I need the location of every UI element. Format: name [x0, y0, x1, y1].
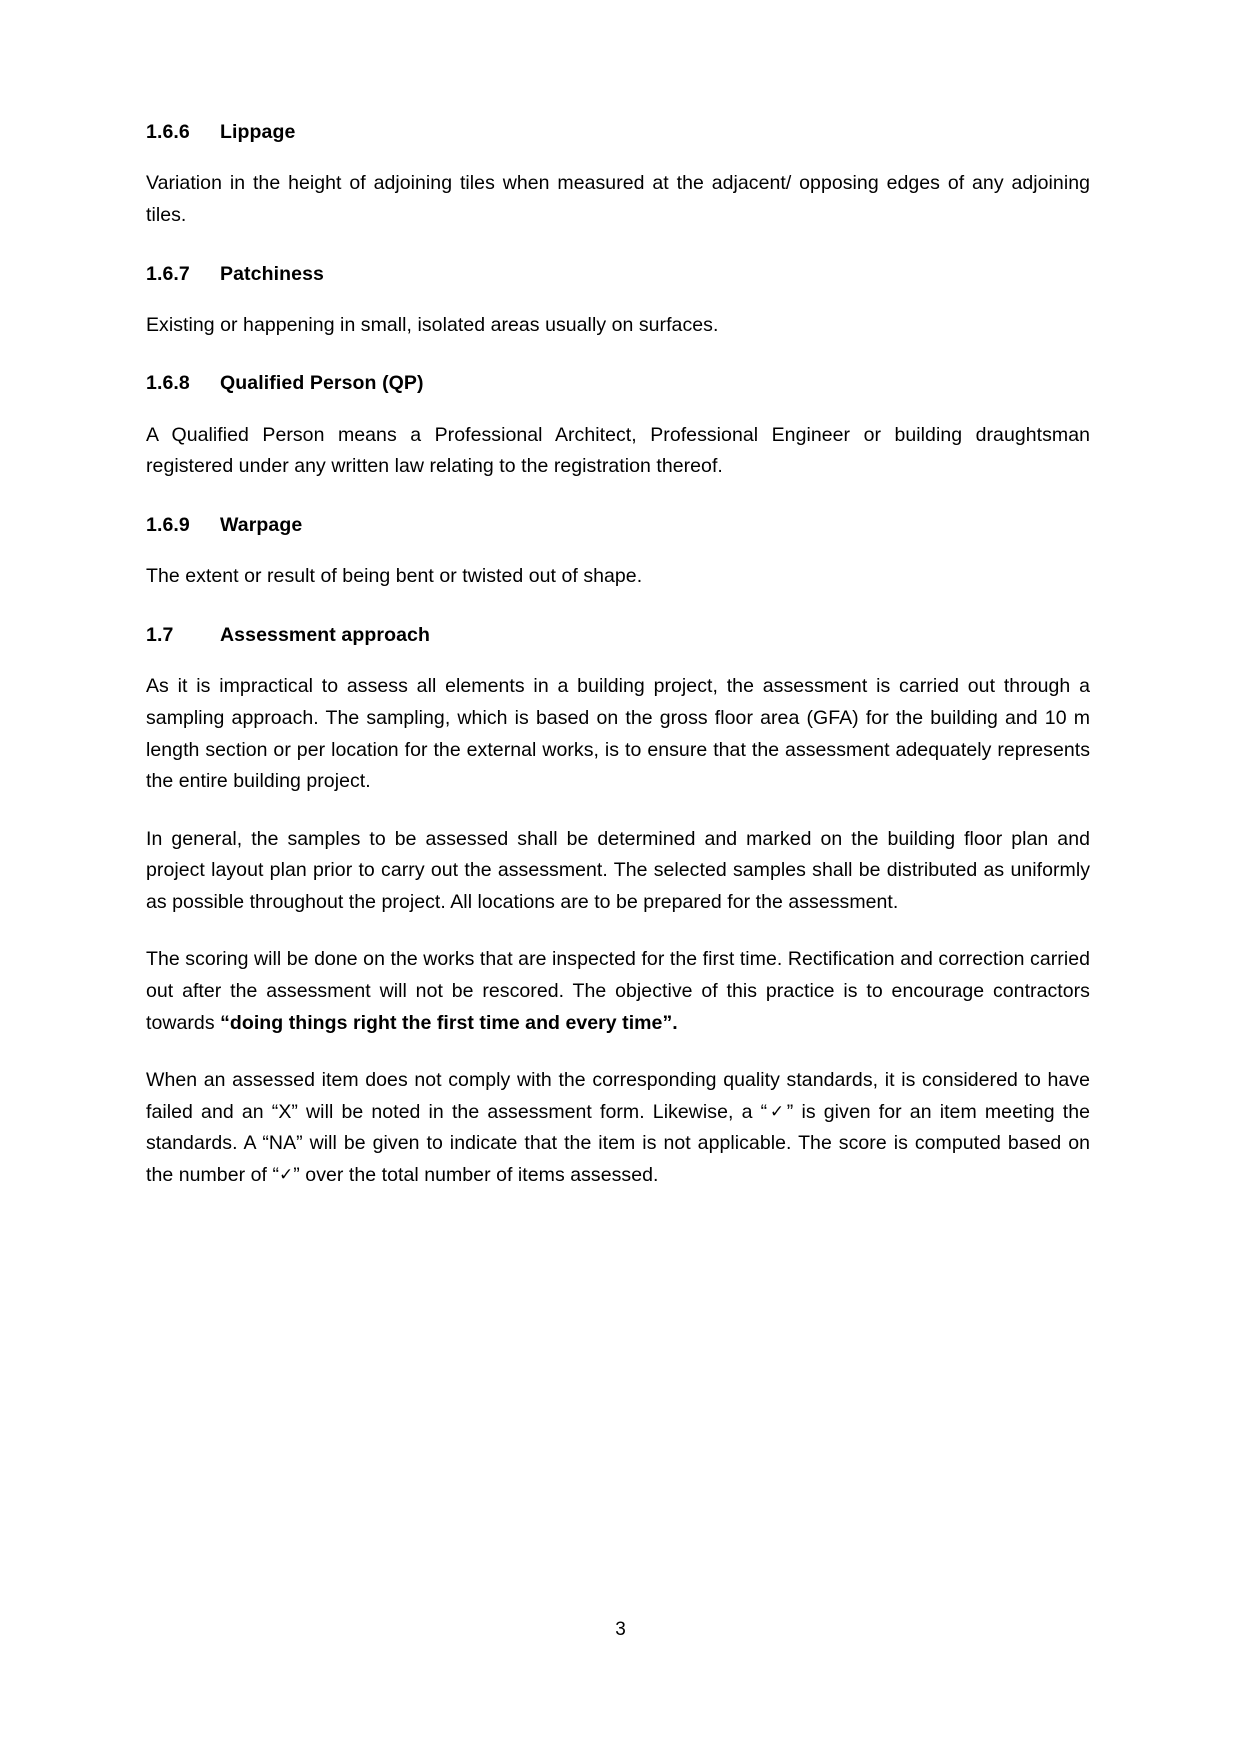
heading-number: 1.6.8	[146, 372, 190, 395]
marking-text-part1: When an assessed item does not comply with the corresponding quality standards, it is considered to have failed and an “X” will be noted in the assessment form. Likewise, a “	[146, 1069, 1090, 1123]
heading-number: 1.6.7	[146, 262, 190, 285]
paragraph-qualified-person: A Qualified Person means a Professional Architect, Professional Engineer or building draughtsman registered under any written law relating to the registration thereof.	[146, 423, 1090, 478]
heading-title: Qualified Person (QP)	[220, 372, 424, 395]
spacer	[146, 396, 1090, 420]
paragraph-marking-convention	[146, 1065, 1090, 1191]
spacer	[146, 341, 1090, 371]
heading-title: Assessment approach	[220, 623, 430, 646]
spacer	[146, 286, 1090, 310]
spacer	[146, 483, 1090, 513]
heading-number: 1.6.6	[146, 121, 190, 143]
paragraph-sampling-approach: As it is impractical to assess all elements in a building project, the assessment is carried out through a sampling approach. The sampling, which is based on the gross floor area (GFA) for the building and 10 m length section or per location for the external works, is to ensure that the assessment adequately represents the entire building project.	[146, 675, 1090, 793]
spacer	[146, 593, 1090, 623]
heading-title: Warpage	[220, 514, 303, 537]
paragraph-sample-marking: In general, the samples to be assessed shall be determined and marked on the building floor plan and project layout plan prior to carry out the assessment. The selected samples shall be distributed as uniformly as possible throughout the project. All locations are to be prepared for the assessment.	[146, 827, 1090, 913]
marking-text-part3: ” over the total number of items assessed.	[293, 1163, 659, 1186]
spacer	[146, 144, 1090, 168]
spacer	[146, 798, 1090, 824]
heading-1-6-6	[146, 120, 1090, 144]
check-mark-icon: ✓	[278, 1164, 294, 1185]
heading-number: 1.6.9	[146, 514, 190, 537]
heading-1-6-7	[146, 262, 1090, 286]
spacer	[146, 232, 1090, 262]
paragraph-scoring	[146, 944, 1090, 1039]
heading-1-6-9	[146, 513, 1090, 537]
paragraph-patchiness: Existing or happening in small, isolated areas usually on surfaces.	[146, 313, 719, 336]
spacer	[146, 537, 1090, 561]
heading-title: Patchiness	[220, 262, 324, 285]
heading-number: 1.7	[146, 623, 174, 646]
paragraph-warpage: The extent or result of being bent or twisted out of shape.	[146, 565, 643, 588]
heading-1-6-8	[146, 371, 1090, 395]
spacer	[146, 647, 1090, 671]
check-mark-icon: ✓	[767, 1101, 787, 1122]
spacer	[146, 918, 1090, 944]
scoring-emphasis-text: “doing things right the first time and every time”.	[220, 1011, 678, 1034]
spacer	[146, 1039, 1090, 1065]
heading-1-7	[146, 623, 1090, 647]
scoring-lead-text: The scoring will be done on the works that are inspected for the first time. Rectification and correction carried out after the assessment will not be rescored. The objective of this practice is to encourage contractors towards	[146, 948, 1090, 1034]
page-content	[146, 120, 1090, 1191]
paragraph-lippage: Variation in the height of adjoining tiles when measured at the adjacent/ opposing edges of any adjoining tiles.	[146, 172, 1090, 226]
marking-text-part2: ” is given for an item meeting the standards. A “NA” will be given to indicate that the item is not applicable. The score is computed based on the number of “	[146, 1100, 1090, 1186]
page-number: 3	[615, 1619, 626, 1640]
heading-title: Lippage	[220, 121, 296, 143]
